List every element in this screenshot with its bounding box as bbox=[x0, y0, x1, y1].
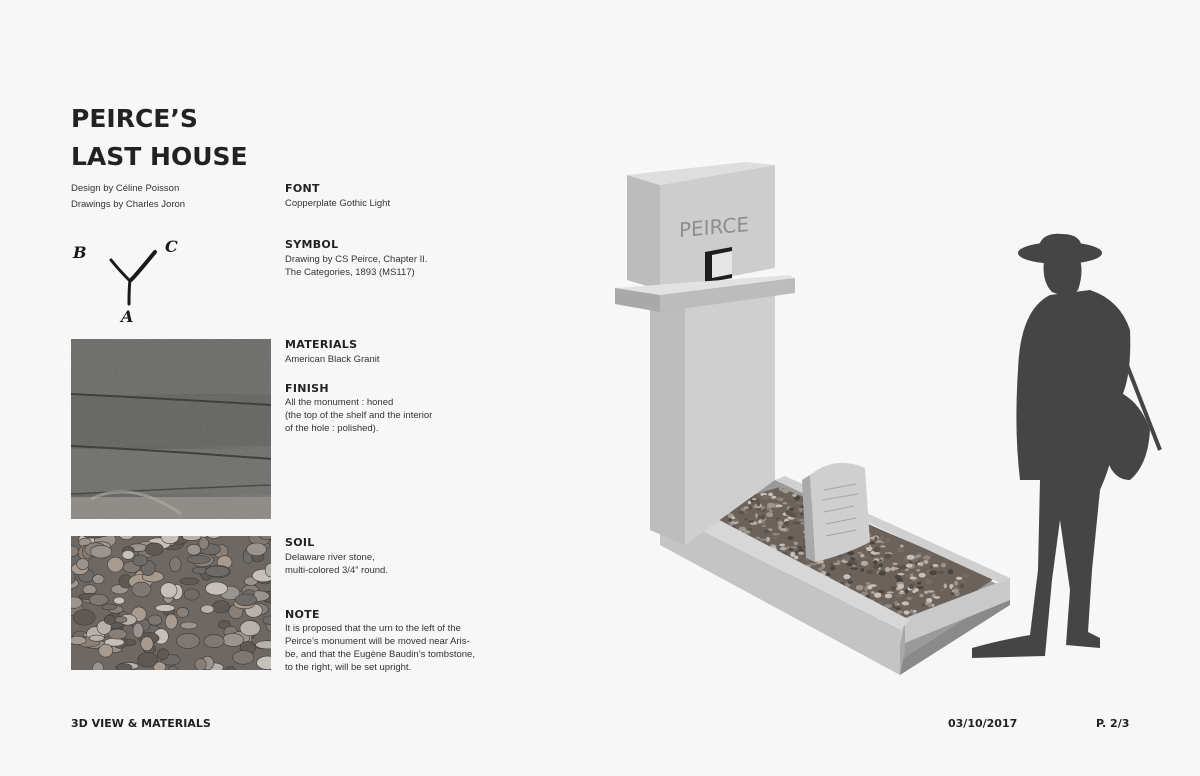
font-text: Copperplate Gothic Light bbox=[285, 198, 391, 209]
symbol-block bbox=[285, 238, 428, 279]
materials-heading: MATERIALS bbox=[285, 338, 358, 351]
footer-page: P. 2/3 bbox=[1096, 717, 1130, 730]
note-block bbox=[285, 608, 475, 674]
materials-block bbox=[285, 338, 380, 366]
symbol-label-b: B bbox=[73, 243, 87, 262]
note-heading: NOTE bbox=[285, 608, 320, 621]
title-line-1: PEIRCE’S bbox=[71, 104, 198, 133]
symbol-text: Drawing by CS Peirce, Chapter II. The Categories, 1893 (MS117) bbox=[285, 254, 428, 278]
title-line-2: LAST HOUSE bbox=[71, 142, 248, 171]
granite-swatch bbox=[71, 339, 271, 519]
symbol-label-a: A bbox=[121, 307, 134, 326]
monument-engraving: PEIRCE bbox=[679, 211, 750, 243]
drawings-credit: Drawings by Charles Joron bbox=[71, 198, 186, 210]
monument-3d-view bbox=[600, 150, 1180, 680]
page-title bbox=[71, 100, 248, 176]
symbol-heading: SYMBOL bbox=[285, 238, 339, 251]
materials-text: American Black Granit bbox=[285, 354, 380, 365]
credits bbox=[71, 181, 185, 212]
soil-text: Delaware river stone, multi-colored 3/4” round. bbox=[285, 552, 388, 576]
note-text: It is proposed that the urn to the left of the Peirce’s monument will be moved near Aris- be, and that the Eugène Baudin’s tombstone, to the right, will be set upright. bbox=[285, 623, 475, 673]
footer-date: 03/10/2017 bbox=[948, 717, 1018, 730]
soil-swatch bbox=[71, 536, 271, 670]
soil-block bbox=[285, 536, 388, 577]
soil-heading: SOIL bbox=[285, 536, 315, 549]
footer-section: 3D VIEW & MATERIALS bbox=[71, 717, 211, 730]
symbol-label-c: C bbox=[165, 237, 178, 256]
font-heading: FONT bbox=[285, 182, 320, 195]
design-credit: Design by Céline Poisson bbox=[71, 183, 180, 194]
peirce-symbol-icon bbox=[71, 236, 191, 326]
finish-text: All the monument : honed (the top of the shelf and the interior of the hole : polished). bbox=[285, 397, 433, 434]
finish-block bbox=[285, 382, 432, 435]
font-block bbox=[285, 182, 390, 210]
finish-heading: FINISH bbox=[285, 382, 329, 395]
